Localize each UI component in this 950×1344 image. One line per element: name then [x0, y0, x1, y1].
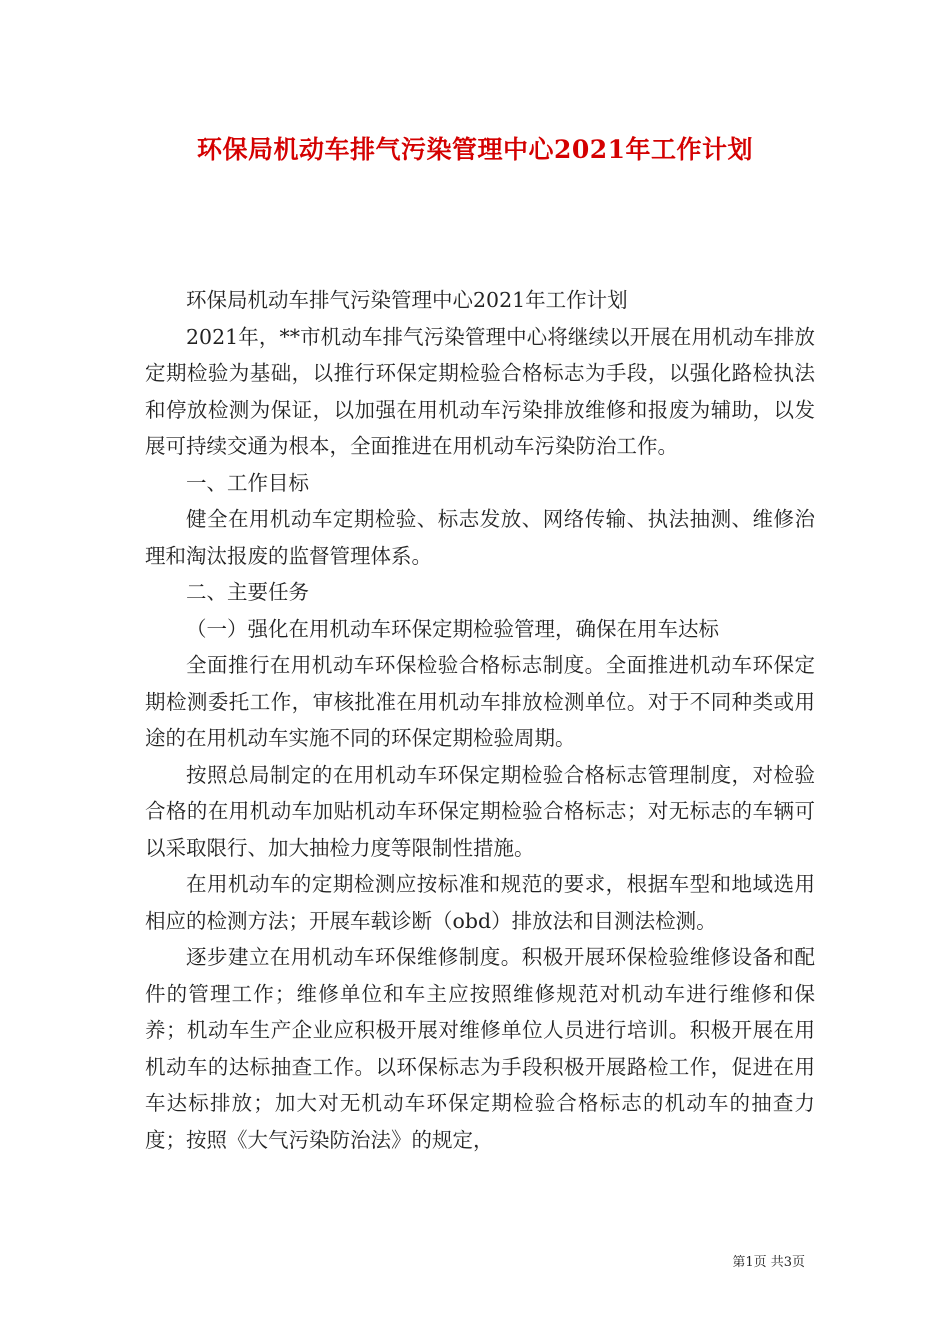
document-title: 环保局机动车排气污染管理中心2021年工作计划 — [196, 135, 754, 164]
subsection-heading-1: （一）强化在用机动车环保定期检验管理，确保在用车达标 — [186, 616, 719, 641]
paragraph-task-3: 在用机动车的定期检测应按标准和规范的要求，根据车型和地域选用相应的检测方法；开展车载诊断（obd）排放法和目测法检测。 — [145, 872, 815, 933]
paragraph-goals: 健全在用机动车定期检验、标志发放、网络传输、执法抽测、维修治理和淘汰报废的监督管理体系。 — [145, 507, 815, 568]
section-heading-tasks: 二、主要任务 — [186, 580, 309, 604]
paragraph-heading: 环保局机动车排气污染管理中心2021年工作计划 — [186, 288, 628, 312]
document-body — [145, 282, 815, 1158]
page-number: 第1页 共3页 — [732, 1255, 805, 1270]
paragraph-task-1: 全面推行在用机动车环保检验合格标志制度。全面推进机动车环保定期检测委托工作，审核批准在用机动车排放检测单位。对于不同种类或用途的在用机动车实施不同的环保定期检验周期。 — [145, 653, 815, 750]
paragraph-intro: 2021年，**市机动车排气污染管理中心将继续以开展在用机动车排放定期检验为基础，以推行环保定期检验合格标志为手段，以强化路检执法和停放检测为保证，以加强在用机动车污染排放维修和报废为辅助，以发展可持续交通为根本，全面推进在用机动车污染防治工作。 — [145, 324, 815, 458]
paragraph-task-2: 按照总局制定的在用机动车环保定期检验合格标志管理制度，对检验合格的在用机动车加贴机动车环保定期检验合格标志；对无标志的车辆可以采取限行、加大抽检力度等限制性措施。 — [145, 762, 815, 860]
section-heading-goals: 一、工作目标 — [186, 470, 309, 495]
paragraph-task-4: 逐步建立在用机动车环保维修制度。积极开展环保检验维修设备和配件的管理工作；维修单位和车主应按照维修规范对机动车进行维修和保养；机动车生产企业应积极开展对维修单位人员进行培训。积极开展在用机动车的达标抽查工作。以环保标志为手段积极开展路检工作，促进在用车达标排放；加大对无机动车环保定期检验合格标志的机动车的抽查力度；按照《大气污染防治法》的规定， — [145, 945, 815, 1152]
